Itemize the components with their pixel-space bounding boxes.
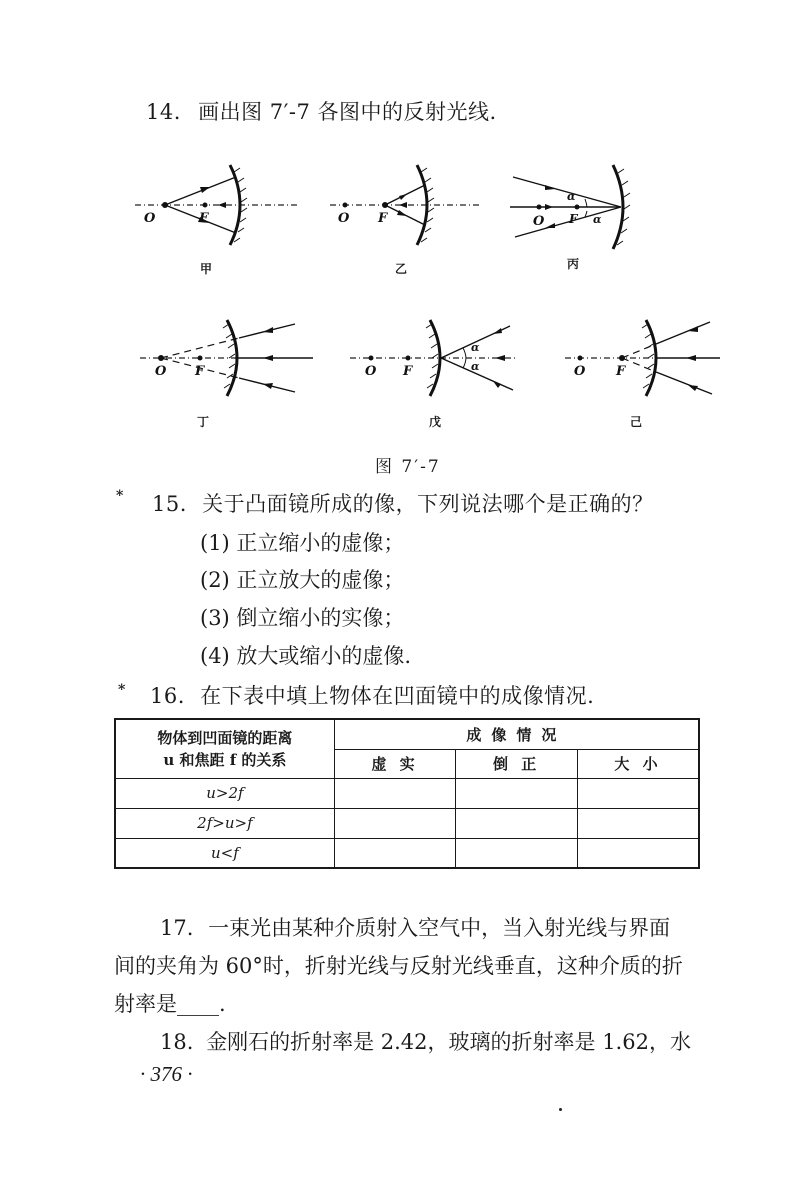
panel-label: 丙	[566, 257, 579, 271]
svg-text:α: α	[471, 341, 480, 354]
table-row	[115, 808, 699, 838]
question-17-line-1: 17. 一束光由某种介质射入空气中，当入射光线与界面	[160, 916, 671, 940]
starred-marker: *	[116, 488, 124, 504]
option-3: (3) 倒立缩小的实像；	[200, 606, 405, 630]
concave-mirror-diagram-bing	[505, 155, 645, 260]
header-real-virtual: 虚 实	[334, 749, 456, 778]
answer-cell[interactable]	[334, 838, 456, 868]
question-text: 画出图 7′-7 各图中的反射光线.	[198, 100, 497, 124]
figure-panel-yi	[325, 160, 485, 276]
question-16-title	[150, 680, 594, 710]
question-number: 18.	[160, 1030, 194, 1054]
concave-mirror-diagram-yi	[325, 160, 485, 260]
point-o-label: O	[144, 211, 156, 226]
answer-cell[interactable]	[577, 838, 699, 868]
question-17-line-3: 射率是____.	[114, 992, 226, 1016]
figure-panel-ding	[135, 318, 325, 429]
answer-cell[interactable]	[456, 808, 578, 838]
option-2: (2) 正立放大的虚像；	[200, 568, 405, 592]
svg-text:F: F	[616, 364, 626, 379]
answer-cell[interactable]	[456, 838, 578, 868]
svg-text:α: α	[567, 190, 576, 203]
question-15-title	[152, 488, 654, 518]
print-speck	[559, 1108, 562, 1111]
answer-cell[interactable]	[334, 778, 456, 808]
svg-text:O: O	[338, 211, 350, 226]
figure-panel-jia	[130, 160, 320, 276]
condition-cell: 2f>u>f	[115, 808, 334, 838]
svg-text:O: O	[533, 214, 545, 229]
condition-cell: u<f	[115, 838, 334, 868]
convex-mirror-diagram-ji	[560, 318, 730, 398]
svg-text:α: α	[471, 360, 480, 373]
question-number: 14.	[146, 100, 181, 124]
answer-cell[interactable]	[577, 778, 699, 808]
answer-cell[interactable]	[334, 808, 456, 838]
figure-panel-wu	[345, 318, 525, 429]
panel-label: 己	[629, 415, 642, 429]
header-imaging-situation: 成像情况	[334, 719, 699, 749]
concave-mirror-diagram-jia	[130, 160, 320, 260]
answer-cell[interactable]	[456, 778, 578, 808]
question-18-line-1: 18. 金刚石的折射率是 2.42，玻璃的折射率是 1.62，水	[160, 1030, 691, 1054]
svg-text:α: α	[593, 213, 602, 226]
question-17-line-2: 间的夹角为 60°时，折射光线与反射光线垂直，这种介质的折	[114, 954, 683, 978]
figure-panel-bing	[505, 155, 645, 271]
svg-text:O: O	[365, 364, 377, 379]
condition-cell: u>2f	[115, 778, 334, 808]
figure-caption: 图 7′-7	[375, 457, 441, 477]
imaging-table	[114, 718, 700, 869]
svg-text:F: F	[378, 211, 388, 226]
question-text: 关于凸面镜所成的像，下列说法哪个是正确的？	[202, 492, 654, 516]
question-14-title	[146, 96, 497, 126]
answer-cell[interactable]	[577, 808, 699, 838]
starred-marker: *	[118, 682, 126, 698]
header-distance-relation: 物体到凹面镜的距离 u 和焦距 f 的关系	[115, 719, 334, 778]
question-text: 在下表中填上物体在凹面镜中的成像情况.	[200, 684, 595, 708]
table-row	[115, 778, 699, 808]
svg-text:F: F	[403, 364, 413, 379]
table-row	[115, 838, 699, 868]
svg-text:O: O	[574, 364, 586, 379]
svg-text:O: O	[155, 364, 167, 379]
svg-text:F: F	[569, 212, 578, 226]
panel-label: 丁	[196, 415, 209, 429]
svg-text:F: F	[195, 364, 205, 379]
question-number: 16.	[150, 684, 185, 708]
page-number: · 376 ·	[140, 1062, 193, 1086]
question-number: 15.	[152, 492, 187, 516]
convex-mirror-diagram-ding	[135, 318, 325, 398]
figure-panel-ji	[560, 318, 730, 429]
header-inverted-upright: 倒 正	[456, 749, 578, 778]
panel-label: 甲	[199, 262, 212, 276]
header-size: 大 小	[577, 749, 699, 778]
option-4: (4) 放大或缩小的虚像.	[200, 644, 412, 668]
convex-mirror-diagram-wu	[345, 318, 525, 398]
panel-label: 戊	[428, 415, 441, 429]
option-1: (1) 正立缩小的虚像；	[200, 531, 405, 555]
point-f-label: F	[199, 211, 209, 226]
question-number: 17.	[160, 916, 194, 940]
panel-label: 乙	[394, 262, 407, 276]
